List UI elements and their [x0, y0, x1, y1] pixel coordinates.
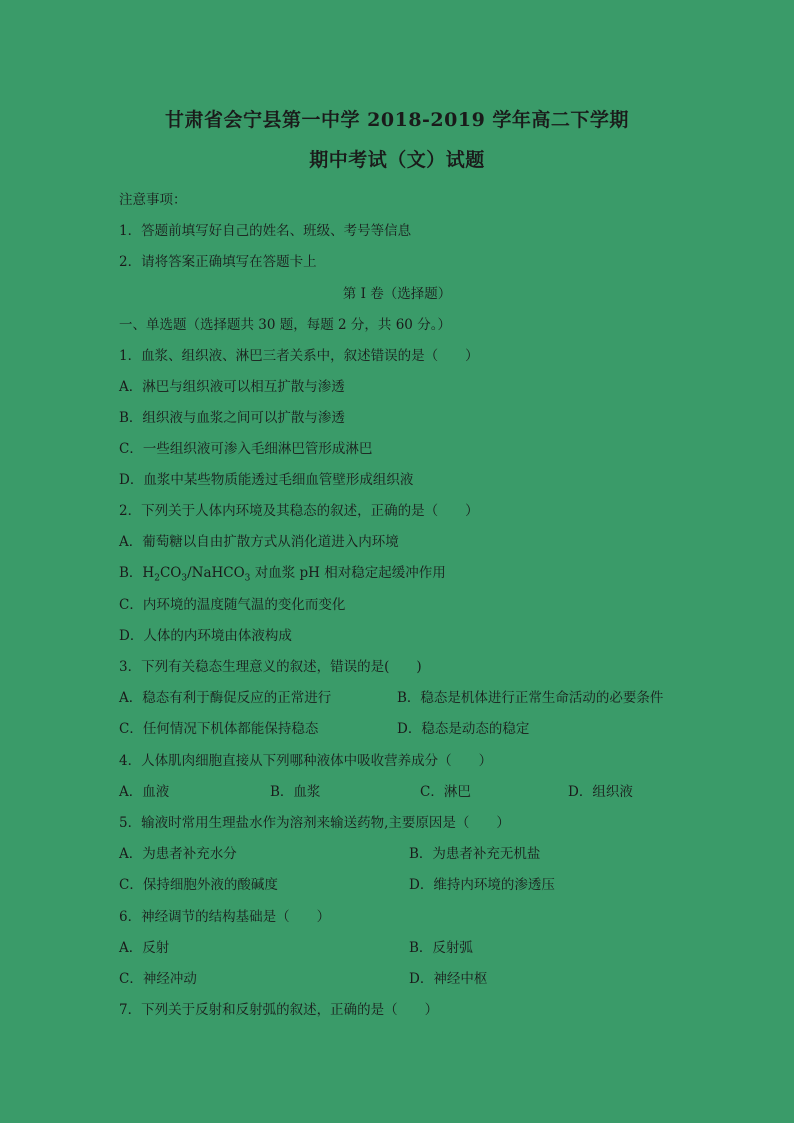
- question-5-stem: 5．输液时常用生理盐水作为溶剂来输送药物,主要原因是（ ）: [119, 815, 510, 831]
- question-2-option-d: D．人体的内环境由体液构成: [119, 628, 292, 644]
- section-title: 第 I 卷（选择题）: [342, 286, 452, 302]
- question-3-stem: 3．下列有关稳态生理意义的叙述，错误的是( ): [119, 659, 422, 675]
- exam-title-line1: 甘肃省会宁县第一中学 2018-2019 学年高二下学期: [165, 109, 629, 131]
- question-6-stem: 6．神经调节的结构基础是（ ）: [119, 909, 331, 925]
- notes-heading: 注意事项：: [119, 192, 187, 208]
- subscript: 3: [244, 573, 251, 584]
- option-b-rest: 对血浆 pH 相对稳定起缓冲作用: [250, 565, 446, 581]
- subscript: 3: [181, 573, 188, 584]
- question-3-option-d: D．稳态是动态的稳定: [397, 721, 530, 737]
- question-3-option-c: C．任何情况下机体都能保持稳态: [119, 721, 319, 737]
- notes-item-1: 1．答题前填写好自己的姓名、班级、考号等信息: [119, 223, 412, 239]
- question-4-stem: 4．人体肌肉细胞直接从下列哪种液体中吸收营养成分（ ）: [119, 753, 493, 769]
- question-6-option-a: A．反射: [119, 940, 170, 956]
- question-1-option-c: C．一些组织液可渗入毛细淋巴管形成淋巴: [119, 441, 373, 457]
- notes-item-2: 2．请将答案正确填写在答题卡上: [119, 254, 317, 270]
- question-2-option-b: [119, 561, 446, 584]
- question-1-option-a: A．淋巴与组织液可以相互扩散与渗透: [119, 379, 345, 395]
- question-3-option-b: B．稳态是机体进行正常生命活动的必要条件: [397, 690, 664, 706]
- question-6-option-b: B．反射弧: [409, 940, 473, 956]
- question-4-option-b: B．血浆: [270, 784, 321, 800]
- question-5-option-c: C．保持细胞外液的酸碱度: [119, 877, 278, 893]
- exam-title-line2: 期中考试（文）试题: [309, 149, 485, 171]
- question-3-option-a: A．稳态有利于酶促反应的正常进行: [119, 690, 332, 706]
- question-4-option-d: D．组织液: [568, 784, 633, 800]
- question-6-option-d: D．神经中枢: [409, 971, 488, 987]
- question-4-option-a: A．血液: [119, 784, 170, 800]
- section-part: 一、单选题（选择题共 30 题，每题 2 分，共 60 分。）: [119, 317, 451, 333]
- question-5-option-b: B．为患者补充无机盐: [409, 846, 541, 862]
- question-2-option-a: A．葡萄糖以自由扩散方式从消化道进入内环境: [119, 534, 399, 550]
- question-1-stem: 1．血浆、组织液、淋巴三者关系中，叙述错误的是（ ）: [119, 348, 479, 364]
- question-7-stem: 7．下列关于反射和反射弧的叙述，正确的是（ ）: [119, 1002, 439, 1018]
- question-5-option-d: D．维持内环境的渗透压: [409, 877, 555, 893]
- subscript: 2: [154, 573, 160, 584]
- question-4-option-c: C．淋巴: [420, 784, 471, 800]
- question-2-stem: 2．下列关于人体内环境及其稳态的叙述，正确的是（ ）: [119, 503, 479, 519]
- formula-part: CO: [159, 565, 182, 581]
- option-b-prefix: B．H: [119, 565, 155, 581]
- question-1-option-b: B．组织液与血浆之间可以扩散与渗透: [119, 410, 345, 426]
- question-2-option-c: C．内环境的温度随气温的变化而变化: [119, 597, 346, 613]
- formula-part: /NaHCO: [187, 565, 245, 581]
- question-5-option-a: A．为患者补充水分: [119, 846, 237, 862]
- question-6-option-c: C．神经冲动: [119, 971, 197, 987]
- question-1-option-d: D．血浆中某些物质能透过毛细血管壁形成组织液: [119, 472, 414, 488]
